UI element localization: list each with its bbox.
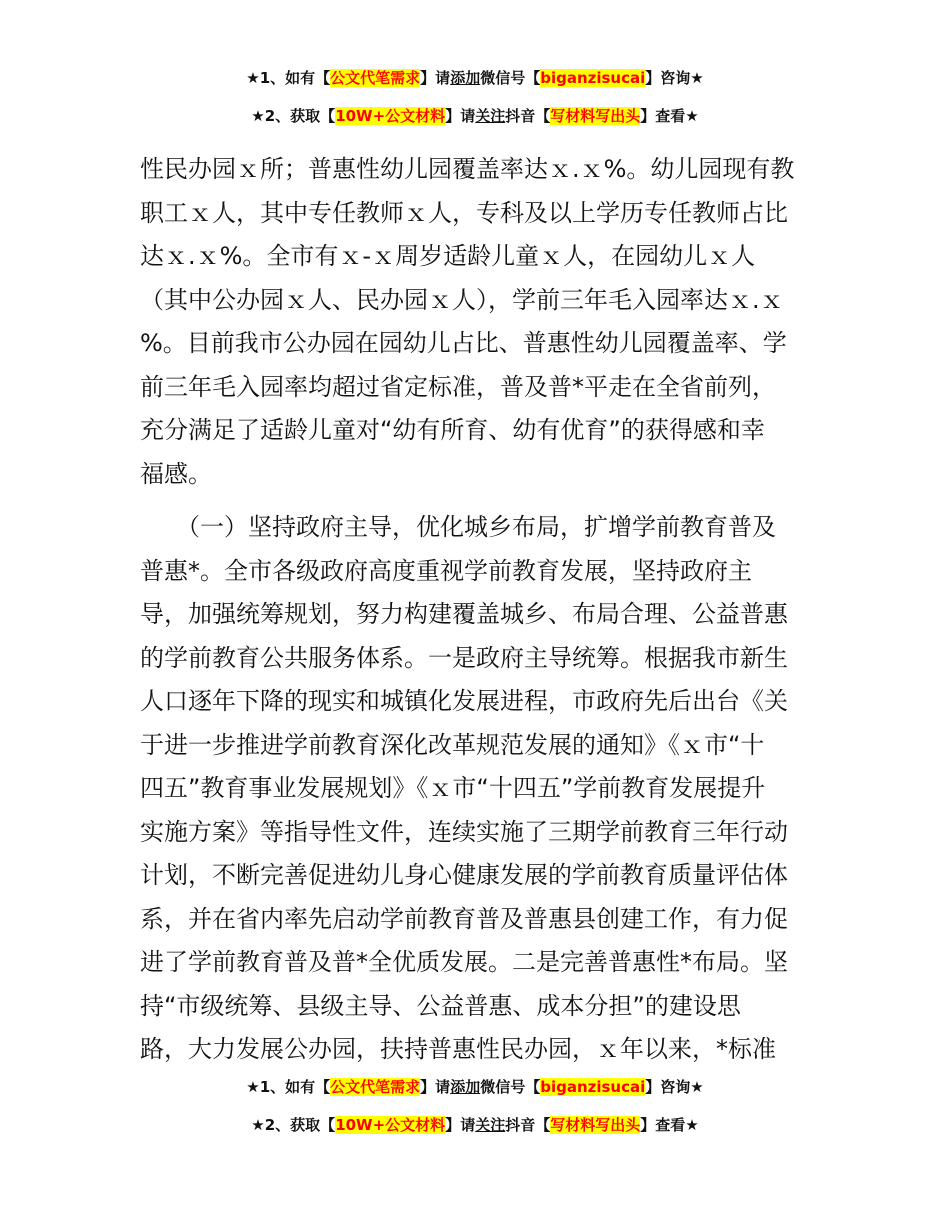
promo-text: 微信号【 xyxy=(480,69,541,87)
text-line: %。目前我市公办园在园幼儿占比、普惠性幼儿园覆盖率、学 xyxy=(140,329,787,357)
text-line: 前三年毛入园率均超过省定标准，普及普*平走在全省前列， xyxy=(140,372,776,401)
promo-prefix: ★1、如有【 xyxy=(246,69,331,87)
promo-suffix: 】查看★ xyxy=(640,1116,699,1134)
promo-prefix: ★1、如有【 xyxy=(246,1078,331,1096)
text-line: （一）坚持政府主导，优化城乡布局，扩增学前教育普及 xyxy=(140,513,776,541)
text-line: 进了学前教育普及普*全优质发展。二是完善普惠性*布局。坚 xyxy=(140,948,788,976)
text-line: 性民办园ｘ所；普惠性幼儿园覆盖率达ｘ.ｘ%。幼儿园现有教 xyxy=(140,155,795,183)
text-line: 职工ｘ人，其中专任教师ｘ人，专科及以上学历专任教师占比 xyxy=(140,198,788,227)
header-promo-line-1 xyxy=(0,68,950,88)
text-line: 导，加强统筹规划，努力构建覆盖城乡、布局合理、公益普惠 xyxy=(140,600,788,628)
text-line: 普惠*。全市各级政府高度重视学前教育发展，坚持政府主 xyxy=(140,556,752,585)
document-body xyxy=(140,148,820,1072)
text-line: （其中公办园ｘ人、民办园ｘ人），学前三年毛入园率达ｘ.ｘ xyxy=(140,285,784,314)
text-line: 实施方案》等指导性文件，连续实施了三期学前教育三年行动 xyxy=(140,817,788,846)
footer-promo-line-1 xyxy=(0,1077,950,1097)
promo-underlined-text: 添加 xyxy=(450,69,481,87)
promo-highlight-service: 公文代笔需求 xyxy=(330,1078,421,1096)
text-line: 持“市级统筹、县级主导、公益普惠、成本分担”的建设思 xyxy=(140,991,741,1020)
text-line: 于进一步推进学前教育深化改革规范发展的通知》《ｘ市“十 xyxy=(140,730,765,759)
text-line: 达ｘ.ｘ%。全市有ｘ-ｘ周岁适龄儿童ｘ人，在园幼儿ｘ人 xyxy=(140,242,756,270)
promo-highlight-wechat-id: biganzisucai xyxy=(540,1078,646,1096)
promo-text: 】请 xyxy=(420,1078,451,1096)
promo-suffix: 】查看★ xyxy=(640,107,699,125)
paragraph-2 xyxy=(140,506,820,1072)
promo-text: 微信号【 xyxy=(480,1078,541,1096)
paragraph-spacer xyxy=(140,496,820,506)
promo-text: 】请 xyxy=(445,1116,476,1134)
promo-suffix: 】咨询★ xyxy=(645,69,704,87)
promo-highlight-materials: 10W+公文材料 xyxy=(335,1116,446,1134)
promo-text: 】请 xyxy=(420,69,451,87)
text-line: 系，并在省内率先启动学前教育普及普惠县创建工作，有力促 xyxy=(140,904,788,933)
promo-highlight-materials: 10W+公文材料 xyxy=(335,107,446,125)
promo-prefix: ★2、获取【 xyxy=(251,1116,336,1134)
promo-underlined-text: 添加 xyxy=(450,1078,481,1096)
text-line: 的学前教育公共服务体系。一是政府主导统筹。根据我市新生 xyxy=(140,643,788,672)
text-line: 四五”教育事业发展规划》《ｘ市“十四五”学前教育发展提升 xyxy=(140,774,766,802)
promo-highlight-douyin-account: 写材料写出头 xyxy=(550,107,641,125)
promo-highlight-service: 公文代笔需求 xyxy=(330,69,421,87)
promo-highlight-douyin-account: 写材料写出头 xyxy=(550,1116,641,1134)
paragraph-1 xyxy=(140,148,820,496)
text-line: 计划，不断完善促进幼儿身心健康发展的学前教育质量评估体 xyxy=(140,861,788,889)
promo-suffix: 】咨询★ xyxy=(645,1078,704,1096)
text-line: 路，大力发展公办园，扶持普惠性民办园，ｘ年以来，*标准 xyxy=(140,1035,776,1063)
promo-underlined-text: 关注 xyxy=(475,107,506,125)
promo-highlight-wechat-id: biganzisucai xyxy=(540,69,646,87)
promo-prefix: ★2、获取【 xyxy=(251,107,336,125)
header-promo-line-2 xyxy=(0,106,950,126)
promo-text: 】请 xyxy=(445,107,476,125)
text-line: 福感。 xyxy=(140,459,212,488)
text-line: 人口逐年下降的现实和城镇化发展进程，市政府先后出台《关 xyxy=(140,687,788,715)
promo-underlined-text: 关注 xyxy=(475,1116,506,1134)
promo-text: 抖音【 xyxy=(505,107,551,125)
promo-text: 抖音【 xyxy=(505,1116,551,1134)
text-line: 充分满足了适龄儿童对“幼有所育、幼有优育”的获得感和幸 xyxy=(140,416,765,444)
footer-promo-line-2 xyxy=(0,1115,950,1135)
